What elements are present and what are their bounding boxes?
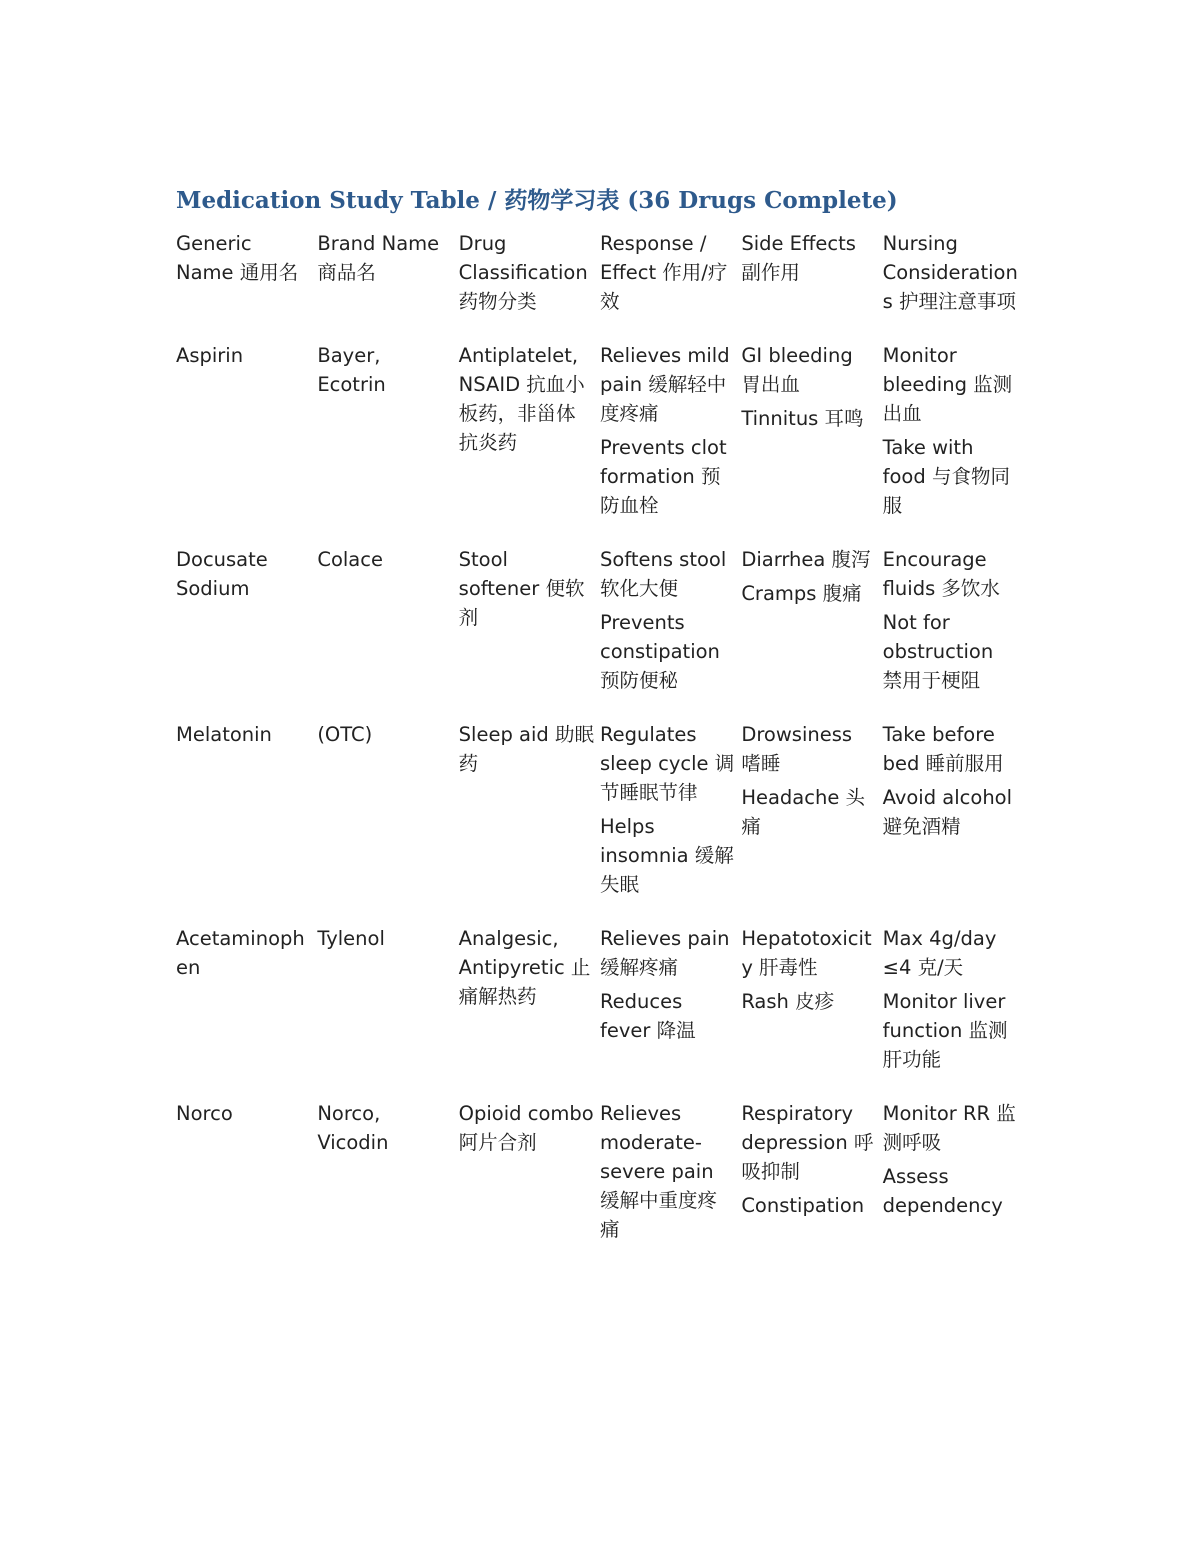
side-effect-line: Drowsiness 嗜睡 — [741, 723, 853, 775]
effect-line: Relieves moderate-severe pain 缓解中重度疼痛 — [599, 1102, 717, 1241]
effect-line: Reduces fever 降温 — [599, 990, 696, 1042]
side-effect-line: GI bleeding 胃出血 — [741, 344, 853, 396]
cell-effect — [600, 1099, 741, 1269]
side-effect-line: Hepatotoxicity 肝毒性 — [741, 927, 872, 979]
cell-nursing — [883, 1099, 1024, 1269]
nursing-line: Max 4g/day ≤4 克/天 — [882, 927, 997, 979]
effect-line: Regulates sleep cycle 调节睡眠节律 — [599, 723, 735, 804]
nursing-line: Avoid alcohol 避免酒精 — [882, 786, 1013, 838]
effect-line: Relieves mild pain 缓解轻中度疼痛 — [599, 344, 730, 425]
nursing-line: Assess dependency — [882, 1165, 1003, 1217]
cell-side-effects — [741, 545, 882, 720]
cell-classification: Analgesic, Antipyretic 止痛解热药 — [458, 927, 591, 1008]
cell-effect — [600, 720, 741, 924]
header-drug-classification: Drug Classification 药物分类 — [458, 232, 588, 313]
header-brand-name: Brand Name 商品名 — [317, 232, 440, 284]
nursing-line: Encourage fluids 多饮水 — [882, 548, 1000, 600]
side-effect-line: Constipation — [741, 1194, 865, 1217]
nursing-line: Monitor bleeding 监测出血 — [882, 344, 1013, 425]
cell-side-effects — [741, 720, 882, 924]
page-title: Medication Study Table / 药物学习表 (36 Drugs Complete) — [176, 187, 898, 214]
side-effect-line: Respiratory depression 呼吸抑制 — [741, 1102, 874, 1183]
cell-side-effects — [741, 924, 882, 1099]
table-row — [176, 720, 1024, 924]
cell-nursing — [883, 924, 1024, 1099]
cell-brand-name: Colace — [317, 548, 383, 571]
header-generic-name: Generic Name 通用名 — [176, 232, 299, 284]
effect-line: Prevents clot formation 预防血栓 — [599, 436, 727, 517]
cell-generic-name: Melatonin — [176, 723, 272, 746]
medication-table — [176, 229, 1024, 1269]
cell-side-effects — [741, 341, 882, 545]
cell-generic-name: Aspirin — [176, 344, 244, 367]
cell-generic-name: Docusate Sodium — [176, 548, 268, 600]
effect-line: Relieves pain 缓解疼痛 — [599, 927, 730, 979]
cell-classification: Stool softener 便软剂 — [458, 548, 585, 629]
table-row — [176, 1099, 1024, 1269]
nursing-line: Monitor RR 监测呼吸 — [882, 1102, 1016, 1154]
nursing-line: Monitor liver function 监测肝功能 — [882, 990, 1008, 1071]
cell-nursing — [883, 720, 1024, 924]
header-side-effects: Side Effects 副作用 — [741, 232, 856, 284]
header-response-effect: Response / Effect 作用/疗效 — [599, 232, 728, 313]
cell-effect — [600, 924, 741, 1099]
side-effect-line: Headache 头痛 — [741, 786, 866, 838]
nursing-line: Take before bed 睡前服用 — [882, 723, 1004, 775]
cell-classification: Sleep aid 助眠药 — [458, 723, 594, 775]
cell-brand-name: Bayer, Ecotrin — [317, 344, 386, 396]
cell-brand-name: (OTC) — [317, 723, 373, 746]
effect-line: Softens stool 软化大便 — [599, 548, 727, 600]
nursing-line: Take with food 与食物同服 — [882, 436, 1010, 517]
side-effect-line: Rash 皮疹 — [741, 990, 835, 1013]
table-row — [176, 924, 1024, 1099]
table-row — [176, 341, 1024, 545]
side-effect-line: Diarrhea 腹泻 — [741, 548, 871, 571]
cell-classification: Antiplatelet, NSAID 抗血小板药，非甾体抗炎药 — [458, 344, 585, 454]
effect-line: Prevents constipation 预防便秘 — [599, 611, 720, 692]
effect-line: Helps insomnia 缓解失眠 — [599, 815, 734, 896]
cell-generic-name: Acetaminophen — [176, 927, 305, 979]
cell-brand-name: Norco, Vicodin — [317, 1102, 389, 1154]
cell-brand-name: Tylenol — [317, 927, 385, 950]
cell-nursing — [883, 341, 1024, 545]
cell-nursing — [883, 545, 1024, 720]
cell-side-effects — [741, 1099, 882, 1269]
header-nursing-considerations: Nursing Considerations 护理注意事项 — [882, 232, 1018, 313]
cell-classification: Opioid combo 阿片合剂 — [458, 1102, 594, 1154]
side-effect-line: Cramps 腹痛 — [741, 582, 862, 605]
table-header-row — [176, 229, 1024, 341]
cell-effect — [600, 341, 741, 545]
cell-effect — [600, 545, 741, 720]
cell-generic-name: Norco — [176, 1102, 233, 1125]
nursing-line: Not for obstruction 禁用于梗阻 — [882, 611, 994, 692]
side-effect-line: Tinnitus 耳鸣 — [741, 407, 864, 430]
table-row — [176, 545, 1024, 720]
